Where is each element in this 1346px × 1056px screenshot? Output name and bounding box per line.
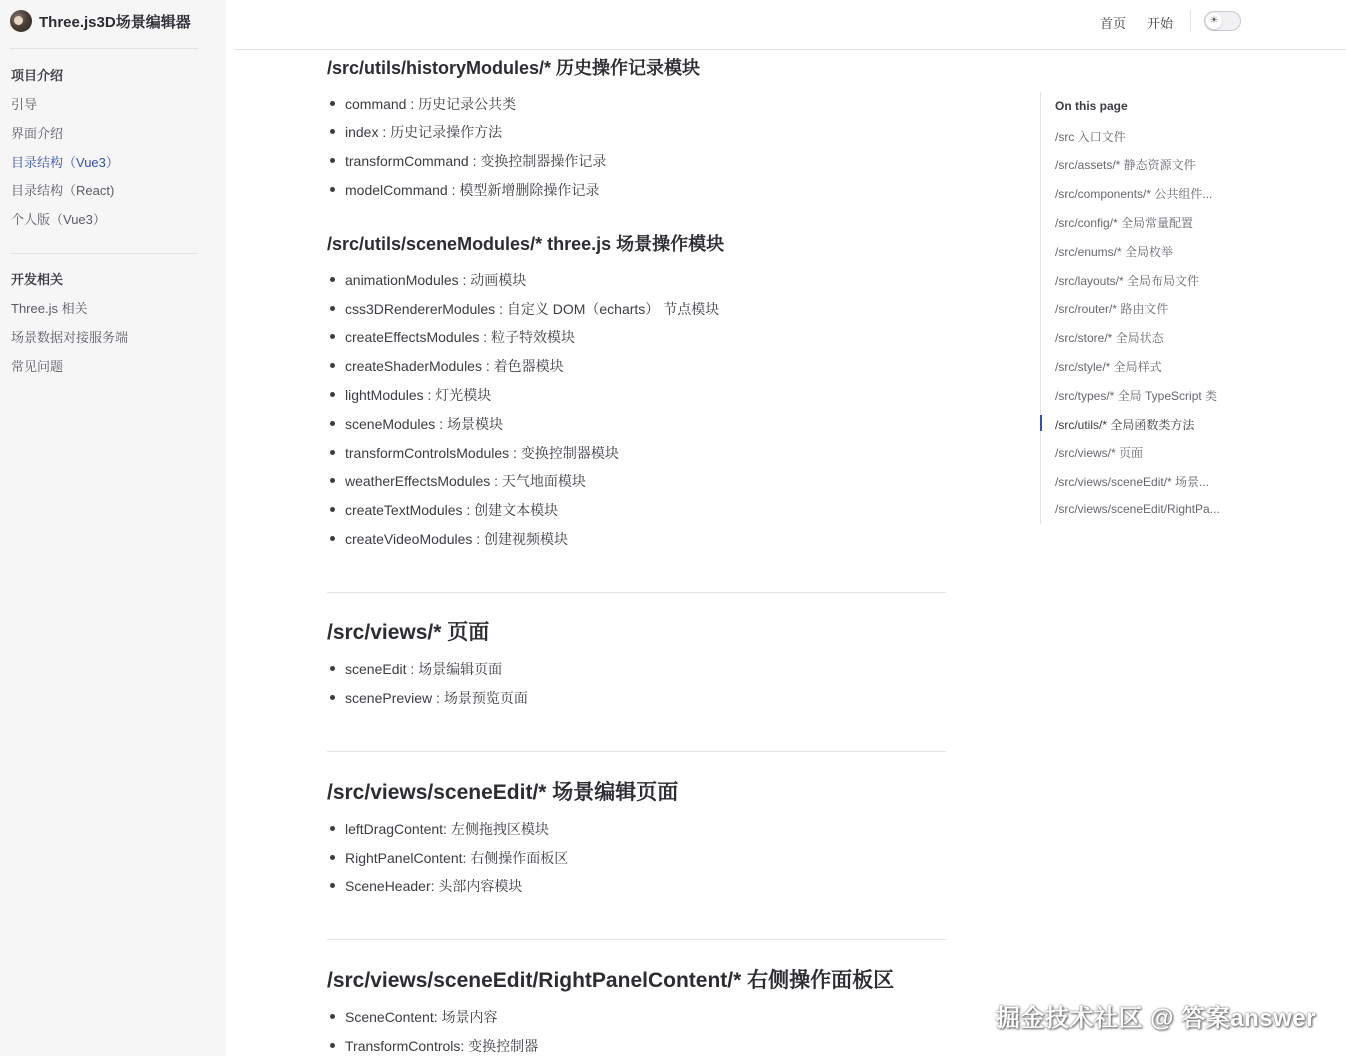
sidebar-item-structure-react[interactable]: 目录结构（React) bbox=[11, 183, 115, 198]
outline-link[interactable]: /src/components/* 公共组件... bbox=[1055, 187, 1213, 201]
list-item: css3DRendererModules : 自定义 DOM（echarts） 节点模块 bbox=[345, 301, 720, 317]
sidebar-item-guide[interactable]: 引导 bbox=[11, 97, 38, 112]
sidebar-item-structure-vue3[interactable]: 目录结构（Vue3） bbox=[11, 155, 119, 170]
theme-toggle[interactable] bbox=[1204, 11, 1241, 31]
list-item: modelCommand : 模型新增删除操作记录 bbox=[345, 182, 600, 198]
section-heading: /src/utils/historyModules/* 历史操作记录模块 bbox=[327, 58, 701, 78]
list-item: createEffectsModules : 粒子特效模块 bbox=[345, 329, 576, 345]
top-nav bbox=[234, 0, 1346, 50]
list-item: scenePreview : 场景预览页面 bbox=[345, 690, 528, 706]
list-item: weatherEffectsModules : 天气地面模块 bbox=[345, 473, 586, 489]
list-item: index : 历史记录操作方法 bbox=[345, 124, 503, 140]
section-heading: /src/views/sceneEdit/* 场景编辑页面 bbox=[327, 781, 679, 804]
nav-link-home[interactable]: 首页 bbox=[1100, 16, 1127, 31]
logo-avatar bbox=[10, 10, 32, 32]
outline-link[interactable]: /src/views/* 页面 bbox=[1055, 446, 1144, 460]
list-item: createShaderModules : 着色器模块 bbox=[345, 358, 564, 374]
section-divider bbox=[327, 939, 946, 940]
outline-link[interactable]: /src 入口文件 bbox=[1055, 130, 1126, 144]
list-item: SceneContent: 场景内容 bbox=[345, 1009, 498, 1025]
sidebar-item-server-data[interactable]: 场景数据对接服务端 bbox=[11, 330, 129, 345]
outline-link[interactable]: /src/style/* 全局样式 bbox=[1055, 360, 1162, 374]
list-item: transformCommand : 变换控制器操作记录 bbox=[345, 153, 607, 169]
nav-link-start[interactable]: 开始 bbox=[1147, 16, 1174, 31]
outline-link-active[interactable]: /src/utils/* 全局函数类方法 bbox=[1055, 418, 1195, 432]
sidebar-item-faq[interactable]: 常见问题 bbox=[11, 359, 64, 374]
list-item: sceneModules : 场景模块 bbox=[345, 416, 503, 432]
sidebar-item-ui-intro[interactable]: 界面介绍 bbox=[11, 126, 64, 141]
list-item: lightModules : 灯光模块 bbox=[345, 387, 492, 403]
sidebar-item-personal-vue3[interactable]: 个人版（Vue3） bbox=[11, 212, 106, 227]
list-item: TransformControls: 变换控制器 bbox=[345, 1038, 539, 1054]
section-heading: /src/views/sceneEdit/RightPanelContent/* 右侧操作面板区 bbox=[327, 969, 895, 992]
outline-link[interactable]: /src/assets/* 静态资源文件 bbox=[1055, 158, 1196, 172]
outline-link[interactable]: /src/views/sceneEdit/* 场景... bbox=[1055, 475, 1210, 489]
section-heading: /src/utils/sceneModules/* three.js 场景操作模块 bbox=[327, 234, 725, 254]
outline-active-marker bbox=[1040, 415, 1042, 431]
list-item: command : 历史记录公共类 bbox=[345, 96, 517, 112]
sidebar-divider bbox=[10, 48, 198, 49]
outline-link[interactable]: /src/layouts/* 全局布局文件 bbox=[1055, 274, 1200, 288]
list-item: createTextModules : 创建文本模块 bbox=[345, 502, 559, 518]
list-item: sceneEdit : 场景编辑页面 bbox=[345, 661, 503, 677]
section-heading: /src/views/* 页面 bbox=[327, 621, 490, 644]
list-item: RightPanelContent: 右侧操作面板区 bbox=[345, 850, 569, 866]
site-title: Three.js3D场景编辑器 bbox=[39, 13, 191, 31]
nav-divider bbox=[1190, 10, 1191, 32]
sidebar-group-title: 开发相关 bbox=[11, 272, 64, 287]
sun-icon: ☀ bbox=[1206, 13, 1222, 29]
list-item: animationModules : 动画模块 bbox=[345, 272, 527, 288]
outline-link[interactable]: /src/config/* 全局常量配置 bbox=[1055, 216, 1194, 230]
outline-link[interactable]: /src/router/* 路由文件 bbox=[1055, 302, 1169, 316]
site-logo-link[interactable] bbox=[10, 10, 191, 32]
section-divider bbox=[327, 592, 946, 593]
outline-title: On this page bbox=[1055, 99, 1128, 113]
watermark: 掘金技术社区 @ 答案answer bbox=[996, 1005, 1316, 1032]
sidebar-item-threejs[interactable]: Three.js 相关 bbox=[11, 301, 88, 316]
sidebar-group-title: 项目介绍 bbox=[11, 68, 64, 83]
sidebar-divider bbox=[10, 253, 198, 254]
list-item: transformControlsModules : 变换控制器模块 bbox=[345, 445, 619, 461]
outline-link[interactable]: /src/store/* 全局状态 bbox=[1055, 331, 1164, 345]
outline-border bbox=[1040, 92, 1041, 524]
list-item: leftDragContent: 左侧拖拽区模块 bbox=[345, 821, 549, 837]
section-divider bbox=[327, 751, 946, 752]
sidebar bbox=[0, 0, 226, 1056]
outline-link[interactable]: /src/views/sceneEdit/RightPa... bbox=[1055, 502, 1220, 516]
outline-link[interactable]: /src/types/* 全局 TypeScript 类 bbox=[1055, 389, 1218, 403]
list-item: SceneHeader: 头部内容模块 bbox=[345, 878, 523, 894]
list-item: createVideoModules : 创建视频模块 bbox=[345, 531, 569, 547]
outline-link[interactable]: /src/enums/* 全局枚举 bbox=[1055, 245, 1174, 259]
